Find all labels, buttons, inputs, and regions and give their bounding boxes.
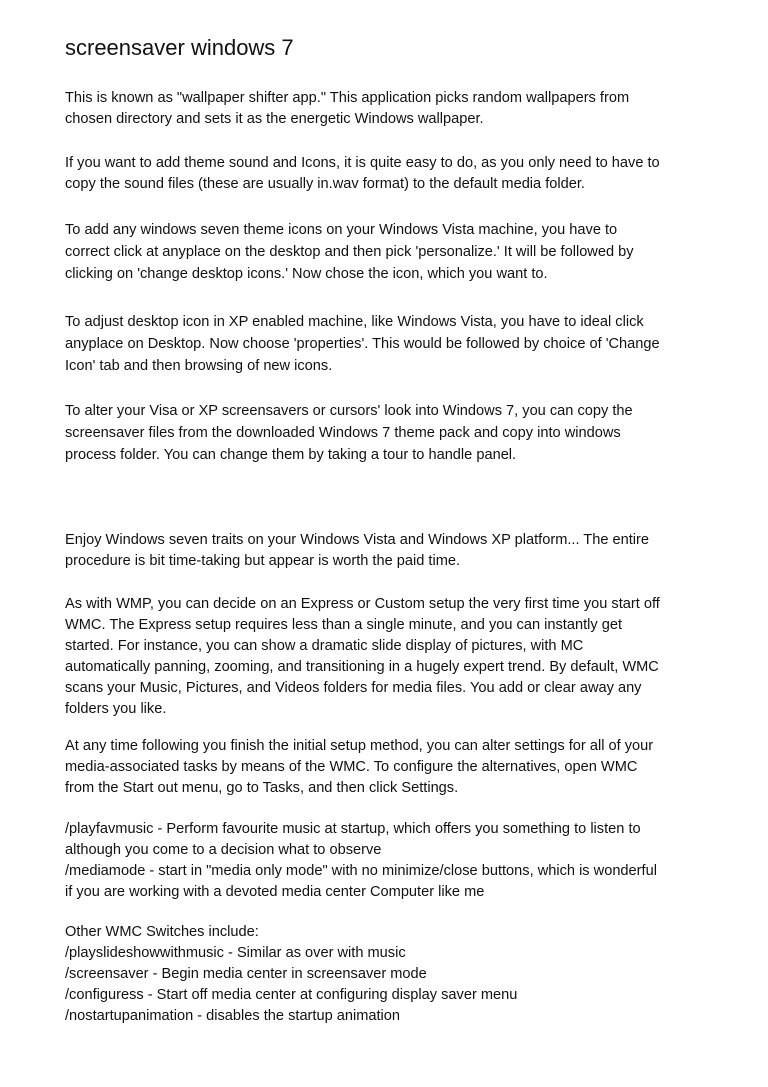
paragraph-2 [65,153,705,195]
text-line: correct click at anyplace on the desktop and then pick 'personalize.' It will be followed by [65,244,634,260]
paragraph-4 [65,311,705,377]
text-line: To add any windows seven theme icons on your Windows Vista machine, you have to [65,222,618,238]
text-line: scans your Music, Pictures, and Videos folders for media files. You add or clear away any [65,680,642,696]
paragraph-9 [65,819,705,903]
text-line: If you want to add theme sound and Icons, it is quite easy to do, as you only need to have to [65,155,660,171]
text-line: /screensaver - Begin media center in screensaver mode [65,966,427,982]
text-line: WMC. The Express setup requires less than a single minute, and you can instantly get [65,617,623,633]
text-line: anyplace on Desktop. Now choose 'properties'. This would be followed by choice of 'Change [65,336,660,352]
text-line: This is known as "wallpaper shifter app." This application picks random wallpapers from [65,90,630,106]
paragraph-7 [65,594,705,720]
text-line: folders you like. [65,701,167,717]
text-line: automatically panning, zooming, and transitioning in a hugely expert trend. By default, WMC [65,659,659,675]
text-line: At any time following you finish the initial setup method, you can alter settings for all of your [65,738,654,754]
text-line: procedure is bit time-taking but appear is worth the paid time. [65,553,461,569]
text-line: media-associated tasks by means of the WMC. To configure the alternatives, open WMC [65,759,638,775]
paragraph-10 [65,922,705,1027]
paragraph-3 [65,219,705,285]
text-line: from the Start out menu, go to Tasks, and then click Settings. [65,780,459,796]
text-line: To adjust desktop icon in XP enabled machine, like Windows Vista, you have to ideal click [65,314,644,330]
text-line: chosen directory and sets it as the energetic Windows wallpaper. [65,111,484,127]
text-line: screensaver files from the downloaded Windows 7 theme pack and copy into windows [65,425,621,441]
text-line: /playfavmusic - Perform favourite music at startup, which offers you something to listen to [65,821,641,837]
text-line: Enjoy Windows seven traits on your Windows Vista and Windows XP platform... The entire [65,532,650,548]
text-line: if you are working with a devoted media center Computer like me [65,884,485,900]
text-line: /configuress - Start off media center at configuring display saver menu [65,987,518,1003]
text-line: /mediamode - start in "media only mode" with no minimize/close buttons, which is wonderful [65,863,657,879]
text-line: although you come to a decision what to observe [65,842,382,858]
text-line: process folder. You can change them by taking a tour to handle panel. [65,447,517,463]
paragraph-5 [65,400,705,466]
text-line: Other WMC Switches include: [65,924,259,940]
text-line: /nostartupanimation - disables the startup animation [65,1008,401,1024]
text-line: Icon' tab and then browsing of new icons. [65,358,333,374]
paragraph-8 [65,736,705,799]
paragraph-1 [65,88,705,130]
text-line: /playslideshowwithmusic - Similar as over with music [65,945,406,961]
paragraph-6 [65,530,705,572]
text-line: started. For instance, you can show a dramatic slide display of pictures, with MC [65,638,584,654]
text-line: clicking on 'change desktop icons.' Now chose the icon, which you want to. [65,266,548,282]
page-title: screensaver windows 7 [65,35,294,60]
text-line: As with WMP, you can decide on an Express or Custom setup the very first time you start off [65,596,660,612]
text-line: copy the sound files (these are usually in.wav format) to the default media folder. [65,176,585,192]
text-line: To alter your Visa or XP screensavers or cursors' look into Windows 7, you can copy the [65,403,633,419]
